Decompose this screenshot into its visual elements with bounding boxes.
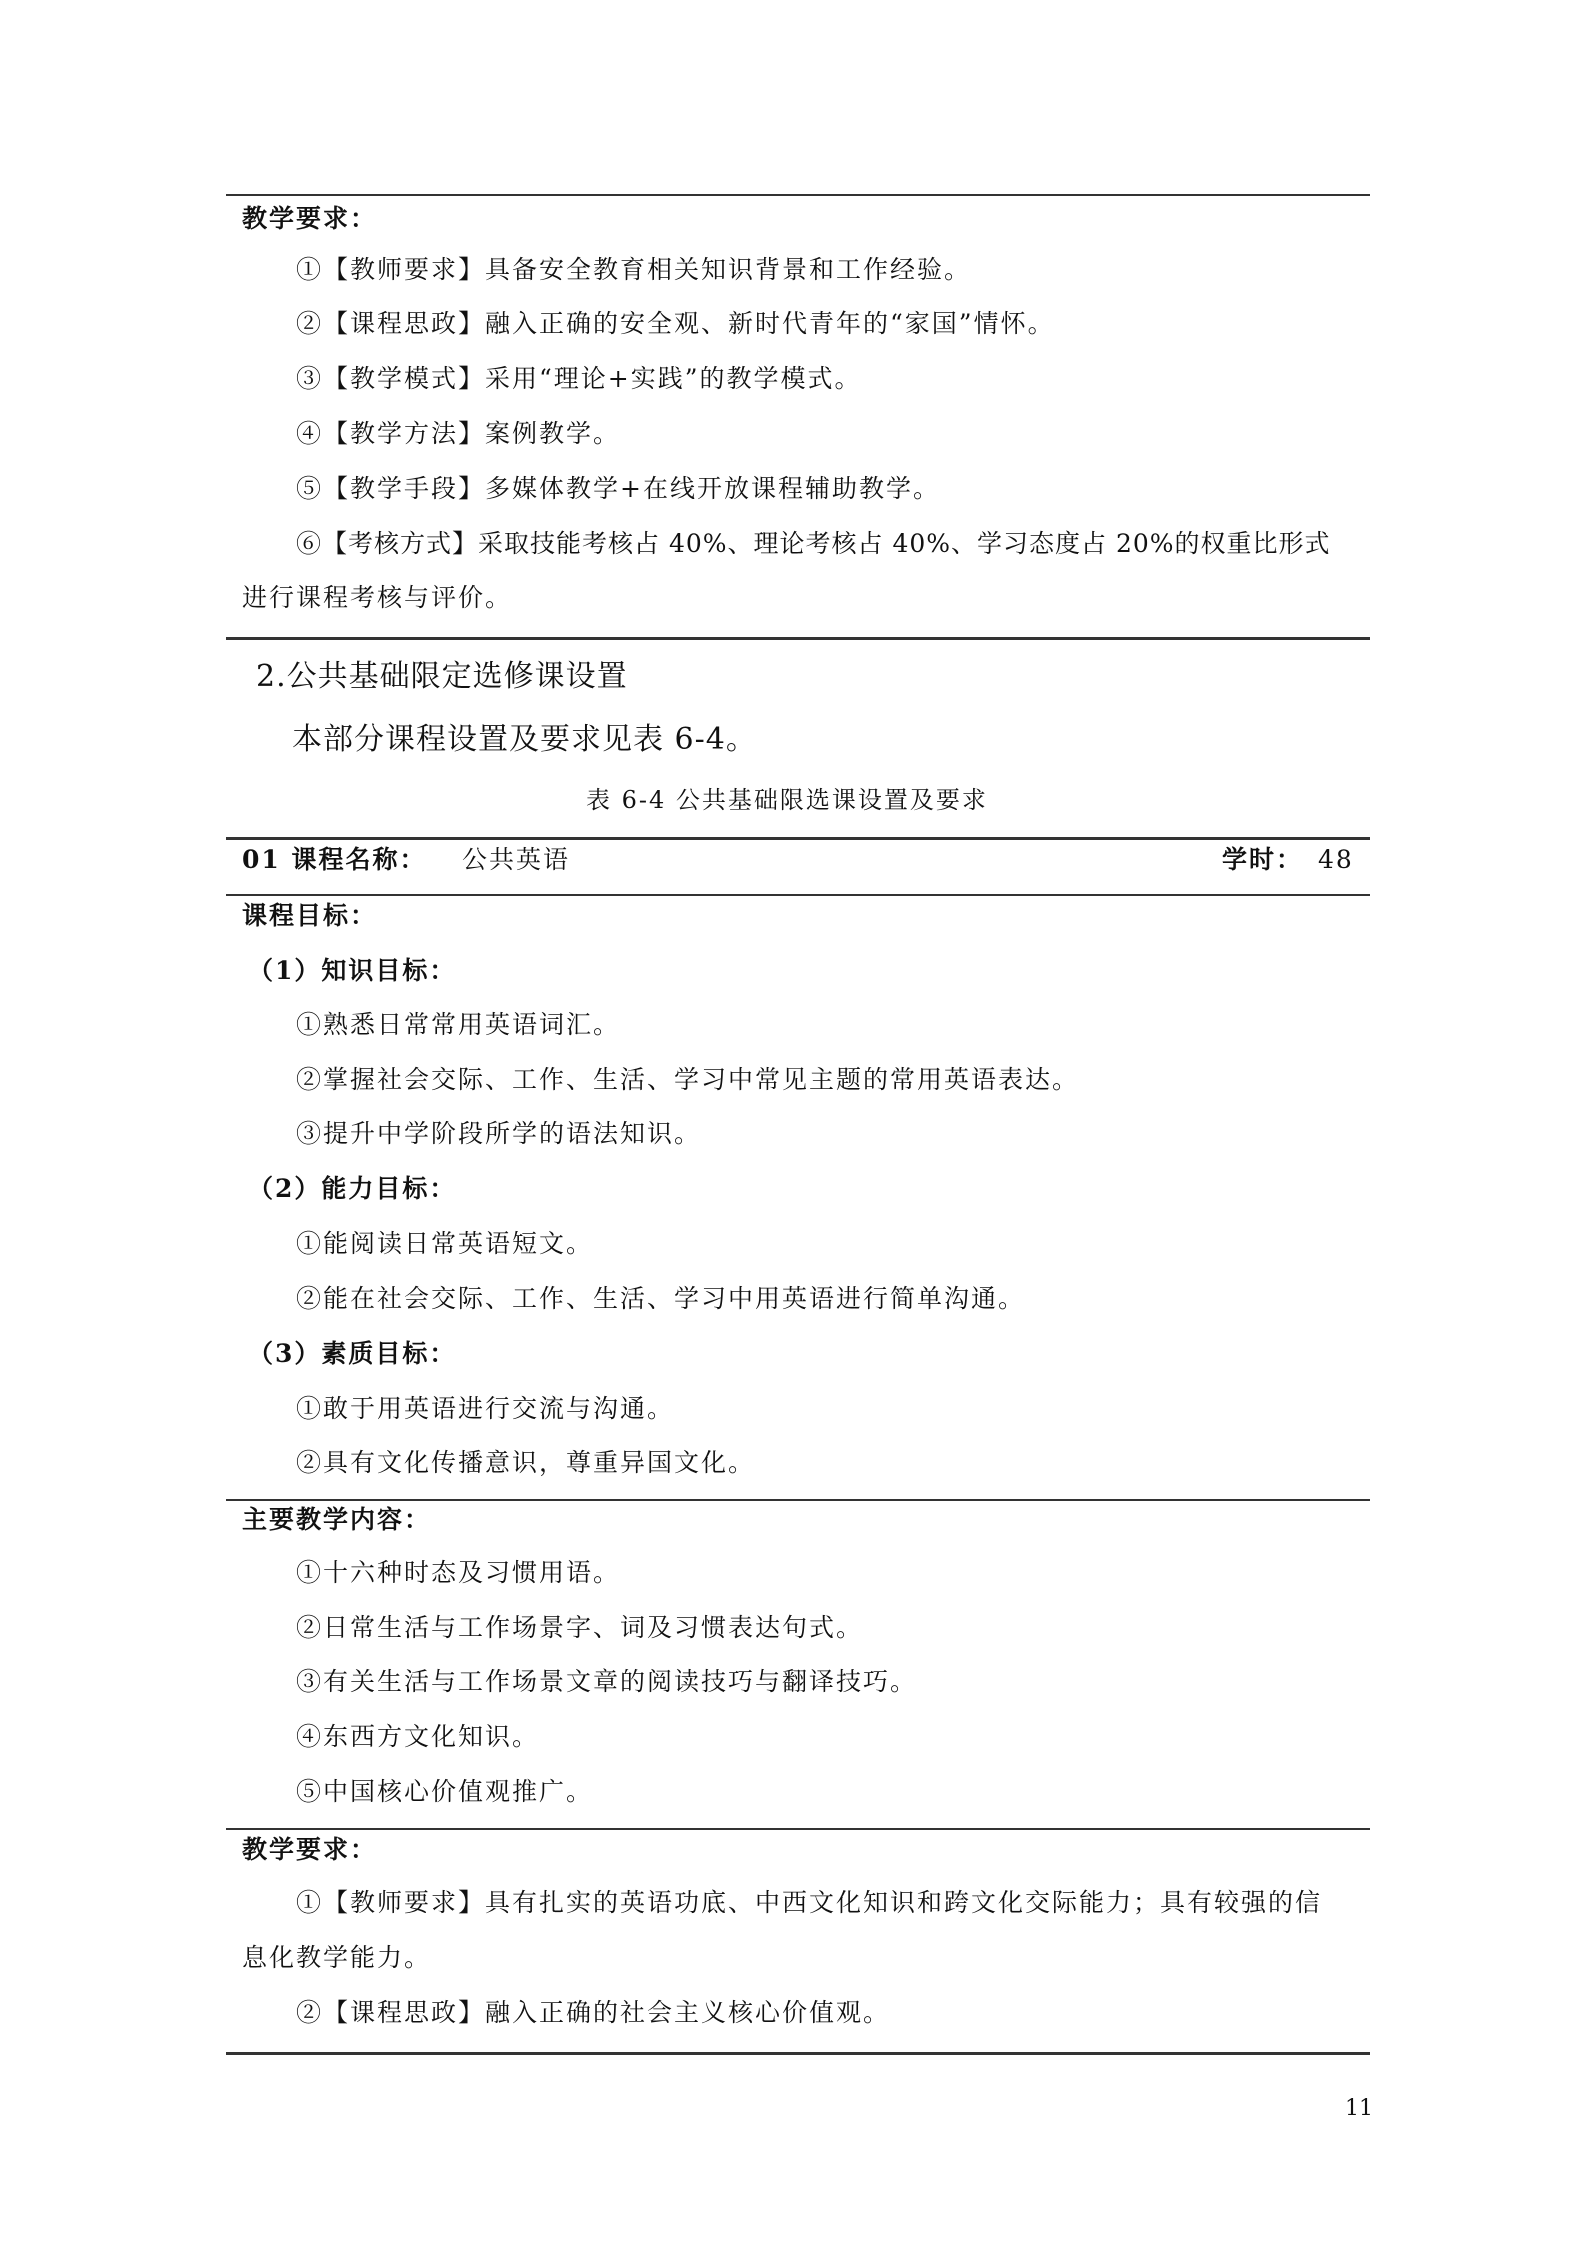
content-item: ⑤中国核心价值观推广。: [296, 1777, 594, 1806]
requirement-item: ②【课程思政】融入正确的安全观、新时代青年的“家国”情怀。: [296, 309, 1055, 338]
quality-item: ①敢于用英语进行交流与沟通。: [296, 1394, 675, 1423]
content-item: ①十六种时态及习惯用语。: [296, 1558, 621, 1587]
course-requirement-item: ①【教师要求】具有扎实的英语功底、中西文化知识和跨文化交际能力；具有较强的信: [296, 1888, 1323, 1917]
ability-item: ①能阅读日常英语短文。: [296, 1229, 594, 1258]
course-requirement-continuation: 息化教学能力。: [242, 1943, 432, 1972]
teaching-content-heading: 主要教学内容：: [242, 1505, 432, 1534]
ability-item: ②能在社会交际、工作、生活、学习中用英语进行简单沟通。: [296, 1284, 1026, 1313]
ability-goals-heading: （2）能力目标：: [248, 1174, 457, 1203]
top-table-border: [226, 194, 1370, 196]
content-item: ③有关生活与工作场景文章的阅读技巧与翻译技巧。: [296, 1667, 918, 1696]
quality-goals-heading: （3）素质目标：: [248, 1339, 457, 1368]
section-paragraph: 本部分课程设置及要求见表 6-4。: [292, 722, 757, 757]
requirement-item: ④【教学方法】案例教学。: [296, 419, 621, 448]
table-caption: 表 6-4 公共基础限选课设置及要求: [586, 786, 988, 814]
course-name-value: 公共英语: [462, 845, 571, 874]
course-table-bottom-border: [226, 2052, 1370, 2055]
requirement-item: ⑤【教学手段】多媒体教学+在线开放课程辅助教学。: [296, 474, 940, 503]
requirement-item: ③【教学模式】采用“理论+实践”的教学模式。: [296, 364, 862, 393]
course-hours-value: 48: [1318, 845, 1354, 874]
course-name-label: 01 课程名称：: [242, 845, 427, 874]
content-item: ④东西方文化知识。: [296, 1722, 540, 1751]
section-heading: 2.公共基础限定选修课设置: [256, 659, 628, 694]
content-item: ②日常生活与工作场景字、词及习惯表达句式。: [296, 1613, 864, 1642]
requirement-item: ⑥【考核方式】采取技能考核占 40%、理论考核占 40%、学习态度占 20%的权重比形式: [296, 529, 1331, 558]
course-table-top-border: [226, 837, 1370, 840]
quality-item: ②具有文化传播意识，尊重异国文化。: [296, 1448, 756, 1477]
course-table-row-border: [226, 894, 1370, 896]
course-content-border: [226, 1499, 1370, 1501]
knowledge-goals-heading: （1）知识目标：: [248, 956, 457, 985]
course-requirements-heading: 教学要求：: [242, 1835, 378, 1864]
requirement-item-continuation: 进行课程考核与评价。: [242, 583, 513, 612]
course-goals-heading: 课程目标：: [242, 901, 378, 930]
course-requirements-border: [226, 1828, 1370, 1830]
requirement-item: ①【教师要求】具备安全教育相关知识背景和工作经验。: [296, 255, 972, 284]
page-number: 11: [1345, 2096, 1373, 2121]
course-hours-label: 学时：: [1222, 845, 1304, 874]
knowledge-item: ①熟悉日常常用英语词汇。: [296, 1010, 621, 1039]
knowledge-item: ③提升中学阶段所学的语法知识。: [296, 1119, 702, 1148]
knowledge-item: ②掌握社会交际、工作、生活、学习中常见主题的常用英语表达。: [296, 1065, 1080, 1094]
top-table-bottom-border: [226, 637, 1370, 640]
course-requirement-item: ②【课程思政】融入正确的社会主义核心价值观。: [296, 1998, 891, 2027]
teaching-requirements-heading: 教学要求：: [242, 204, 378, 233]
